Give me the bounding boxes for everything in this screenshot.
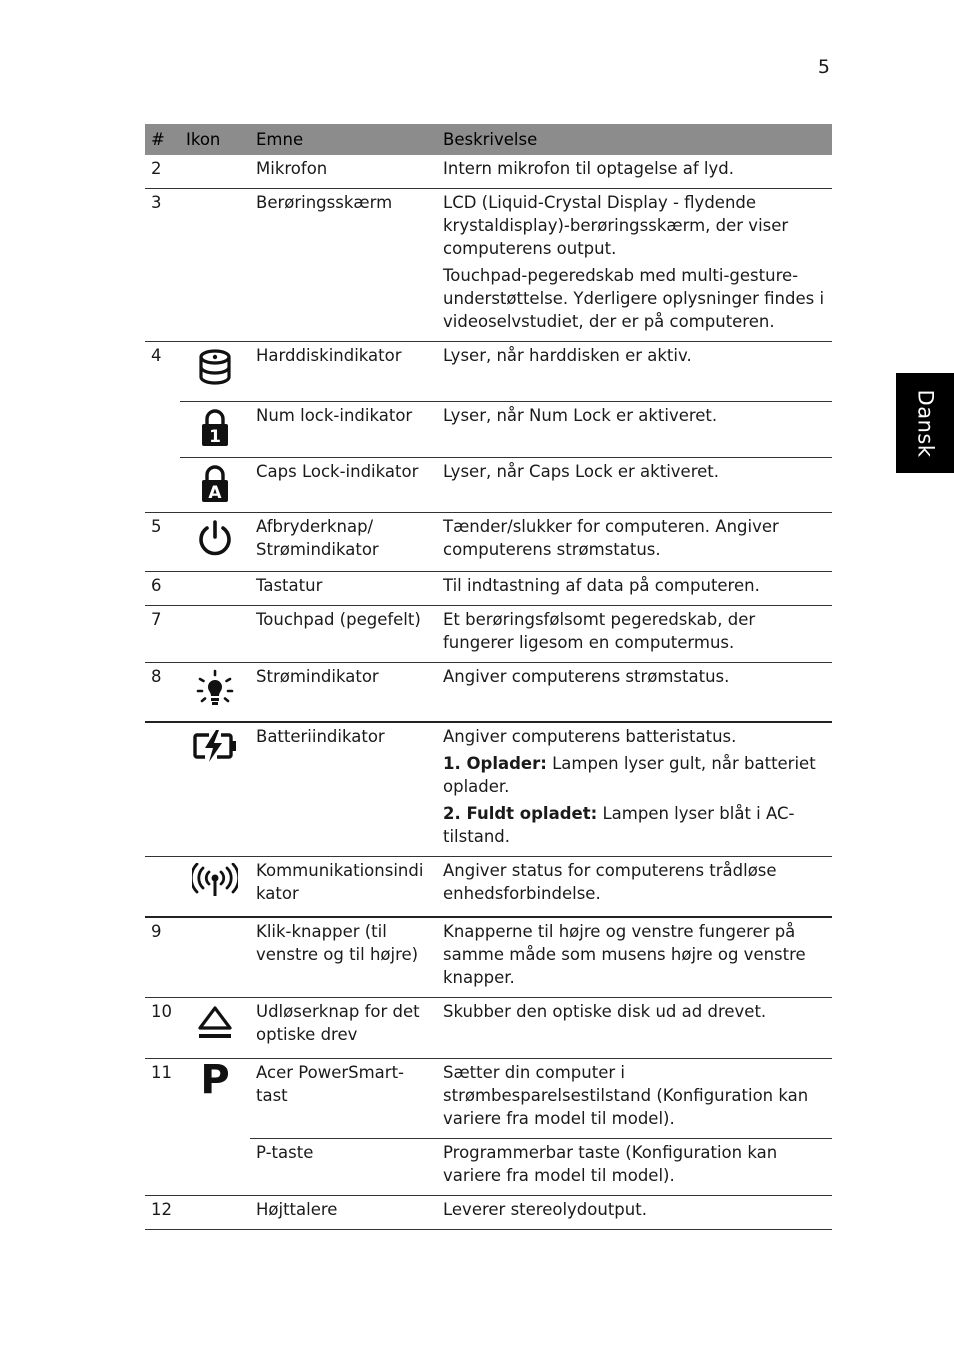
spec-table: [145, 124, 832, 1230]
row-subject: Udløserknap for det optiske drev: [250, 998, 437, 1059]
table-row: [145, 856, 832, 917]
row-description: Leverer stereolydoutput.: [437, 1196, 832, 1230]
row-subject: Acer PowerSmart-tast: [250, 1059, 437, 1139]
row-num: 5: [145, 513, 180, 572]
row-num: 11: [145, 1059, 180, 1139]
eject-icon: [196, 1004, 234, 1042]
row-description: Et berøringsfølsomt pegeredskab, der fungerer ligesom en computermus.: [437, 606, 832, 663]
row-description: [437, 189, 832, 342]
row-subject: Berøringsskærm: [250, 189, 437, 342]
row-icon: [180, 402, 250, 458]
row-num: 7: [145, 606, 180, 663]
power-indicator-icon: [195, 669, 235, 709]
table-row: [145, 1196, 832, 1230]
row-icon: [180, 856, 250, 917]
page-number: 5: [817, 56, 830, 78]
table-row: [145, 722, 832, 857]
row-description: Lyser, når Num Lock er aktiveret.: [437, 402, 832, 458]
row-icon: [180, 513, 250, 572]
table-row: [145, 1139, 832, 1196]
row-description: Lyser, når Caps Lock er aktiveret.: [437, 458, 832, 513]
table-row: [145, 342, 832, 402]
list-item-label: 1. Oplader:: [443, 753, 547, 773]
table-row: [145, 189, 832, 342]
table-row: [145, 606, 832, 663]
row-description: Skubber den optiske disk ud ad drevet.: [437, 998, 832, 1059]
row-num: 9: [145, 917, 180, 998]
row-description: Programmerbar taste (Konfiguration kan variere fra model til model).: [437, 1139, 832, 1196]
num-lock-icon: [199, 408, 231, 448]
row-subject: Højttalere: [250, 1196, 437, 1230]
caps-lock-icon-label: A: [208, 483, 222, 503]
table-row: [145, 155, 832, 189]
table-header-row: [145, 124, 832, 155]
row-subject: Afbryderknap/ Strømindikator: [250, 513, 437, 572]
row-description: Tænder/slukker for computeren. Angiver computerens strømstatus.: [437, 513, 832, 572]
row-subject: Caps Lock-indikator: [250, 458, 437, 513]
row-subject: Klik-knapper (til venstre og til højre): [250, 917, 437, 998]
list-item-text: Lampen lyser gult, når batteriet oplader.: [443, 753, 816, 796]
table-row: [145, 663, 832, 722]
list-item-label: 2. Fuldt opladet:: [443, 803, 598, 823]
language-tab: [896, 373, 954, 473]
row-num: 8: [145, 663, 180, 722]
row-subject: P-taste: [250, 1139, 437, 1196]
row-num: 4: [145, 342, 180, 402]
table-row: [145, 458, 832, 513]
row-description: Knapperne til højre og venstre fungerer på samme måde som musens højre og venstre knapper.: [437, 917, 832, 998]
num-lock-icon-label: 1: [209, 427, 221, 447]
row-icon: [180, 998, 250, 1059]
row-num: 12: [145, 1196, 180, 1230]
header-subject: Emne: [250, 124, 437, 155]
row-num: 2: [151, 159, 162, 178]
row-description: Lyser, når harddisken er aktiv.: [437, 342, 832, 402]
row-num: 6: [145, 572, 180, 606]
row-icon: [180, 342, 250, 402]
row-description: [437, 722, 832, 857]
row-icon: [180, 663, 250, 722]
description-paragraph: Angiver computerens batteristatus.: [443, 726, 737, 746]
description-paragraph: Touchpad-pegeredskab med multi-gesture-understøttelse. Yderligere oplysninger findes i videoselvstudiet, der er på computeren.: [443, 266, 825, 331]
row-description: Angiver status for computerens trådløse enhedsforbindelse.: [437, 856, 832, 917]
row-num: 10: [145, 998, 180, 1059]
power-icon: [196, 519, 234, 557]
row-subject: Batteriindikator: [250, 722, 437, 857]
table-row: [145, 917, 832, 998]
caps-lock-icon: [199, 464, 231, 504]
row-num: 3: [145, 189, 180, 342]
row-subject: Num lock-indikator: [250, 402, 437, 458]
row-subject: Touchpad (pegefelt): [250, 606, 437, 663]
table-row: [145, 998, 832, 1059]
row-icon: [180, 1059, 250, 1139]
row-icon: [180, 458, 250, 513]
row-icon: [180, 722, 250, 857]
row-description: Sætter din computer i strømbesparelsestilstand (Konfiguration kan variere fra model til model).: [437, 1059, 832, 1139]
table-row: [145, 402, 832, 458]
row-subject: Strømindikator: [250, 663, 437, 722]
header-description: Beskrivelse: [437, 124, 832, 155]
row-description: Til indtastning af data på computeren.: [437, 572, 832, 606]
row-subject: Kommunikationsindi kator: [250, 856, 437, 917]
row-subject: Harddiskindikator: [250, 342, 437, 402]
description-list-item: [443, 752, 826, 798]
row-subject: Mikrofon: [256, 159, 328, 178]
language-tab-label: Dansk: [913, 389, 938, 457]
row-description: Intern mikrofon til optagelse af lyd.: [443, 159, 734, 178]
battery-icon: [192, 729, 238, 763]
header-icon: Ikon: [180, 124, 250, 155]
wireless-icon: [192, 863, 238, 899]
table-row: [145, 572, 832, 606]
description-paragraph: LCD (Liquid-Crystal Display - flydende krystaldisplay)-berøringsskærm, der viser computerens output.: [443, 193, 789, 258]
hard-disk-icon: [197, 348, 233, 388]
table-row: [145, 1059, 832, 1139]
header-num: #: [145, 124, 180, 155]
description-list-item: [443, 802, 826, 848]
row-description: Angiver computerens strømstatus.: [437, 663, 832, 722]
list-item-text: Lampen lyser blåt i AC-tilstand.: [443, 803, 795, 846]
row-subject: Tastatur: [250, 572, 437, 606]
p-key-icon: P: [200, 1057, 230, 1103]
table-row: [145, 513, 832, 572]
